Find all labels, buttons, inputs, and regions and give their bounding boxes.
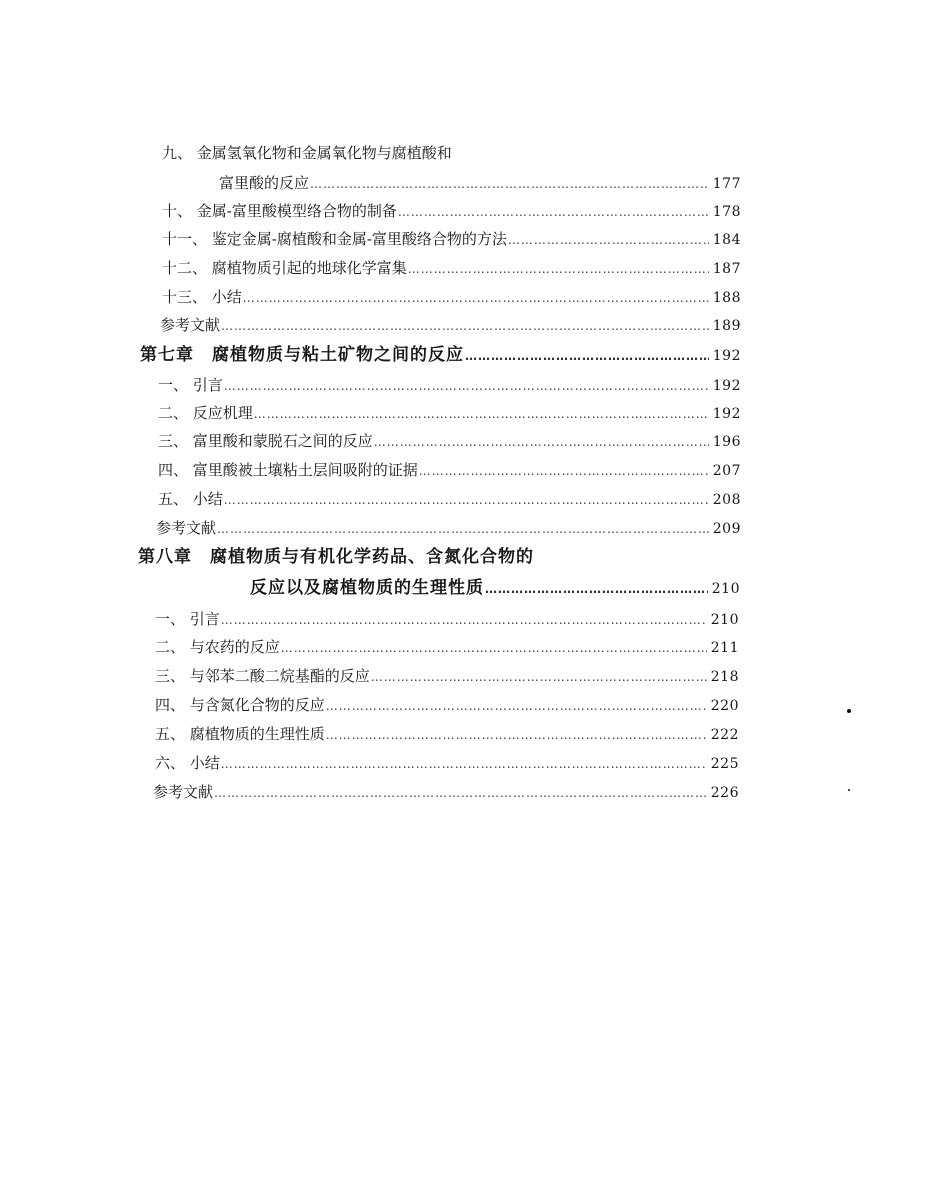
toc-entry-ch6-9-line1 <box>162 143 452 163</box>
toc-entry-ch8-5 <box>155 724 739 746</box>
toc-page-number: 225 <box>710 756 739 772</box>
dot-leader <box>224 490 709 510</box>
toc-entry-ch6-11 <box>162 229 741 251</box>
dot-leader <box>214 783 707 803</box>
toc-page-number: 207 <box>712 463 741 479</box>
toc-entry-ch6-9 <box>219 173 741 195</box>
toc-page-number: 192 <box>712 378 741 394</box>
dot-leader <box>224 376 709 396</box>
toc-page-number: 209 <box>712 521 741 537</box>
toc-entry-label: 十一、 鉴定金属-腐植酸和金属-富里酸络合物的方法 <box>162 230 507 248</box>
toc-entry-ch6-12 <box>162 258 741 280</box>
toc-entry-ch6-10 <box>162 201 741 223</box>
scan-speck <box>848 789 850 791</box>
dot-leader <box>310 174 709 194</box>
toc-entry-ch8-4 <box>155 695 739 717</box>
toc-page-number: 210 <box>711 581 740 597</box>
toc-entry-label: 参考文献 <box>153 783 214 801</box>
toc-entry-label: 五、 小结 <box>158 490 223 508</box>
scan-speck <box>847 709 851 713</box>
toc-entry-label: 十、 金属-富里酸模型络合物的制备 <box>162 202 397 220</box>
toc-page-number: 184 <box>712 232 741 248</box>
toc-page-number: 177 <box>712 176 741 192</box>
toc-entry-label: 二、 反应机理 <box>158 404 253 422</box>
toc-entry-label: 十三、 小结 <box>162 288 242 306</box>
dot-leader <box>508 230 709 250</box>
toc-entry-ch8-2 <box>155 637 739 659</box>
toc-entry-label: 十二、 腐植物质引起的地球化学富集 <box>162 259 407 277</box>
toc-page-number: 187 <box>712 261 741 277</box>
toc-page-number: 178 <box>712 204 741 220</box>
toc-entry-ch8-3 <box>155 666 739 688</box>
dot-leader <box>374 432 709 452</box>
toc-entry-ch7-4 <box>158 460 741 482</box>
dot-leader <box>254 404 709 424</box>
toc-entry-ch7-5 <box>158 489 741 511</box>
toc-page-number: 192 <box>712 348 741 364</box>
dot-leader <box>485 579 708 599</box>
dot-leader <box>281 638 707 658</box>
toc-entry-label: 四、 与含氮化合物的反应 <box>155 696 325 714</box>
toc-entry-label: 三、 富里酸和蒙脱石之间的反应 <box>158 432 373 450</box>
toc-entry-ch6-13 <box>162 287 741 309</box>
dot-leader <box>221 610 707 630</box>
toc-entry-ch7-3 <box>158 431 741 453</box>
dot-leader <box>398 202 709 222</box>
chapter-title-cont: 反应以及腐植物质的生理性质 <box>250 578 484 598</box>
dot-leader <box>408 259 709 279</box>
toc-page-number: 218 <box>710 669 739 685</box>
dot-leader <box>217 519 709 539</box>
chapter-8-heading-line1 <box>138 547 534 567</box>
toc-entry-ch8-6 <box>155 753 739 775</box>
toc-entry-label: 四、 富里酸被土壤粘土层间吸附的证据 <box>158 461 418 479</box>
toc-page-number: 222 <box>710 727 739 743</box>
toc-entry-label: 参考文献 <box>156 519 217 537</box>
toc-entry-ch8-references <box>153 782 739 804</box>
toc-entry-label: 二、 与农药的反应 <box>155 638 280 656</box>
toc-entry-ch7-references <box>156 518 741 540</box>
dot-leader <box>221 316 709 336</box>
toc-entry-label: 三、 与邻苯二酸二烷基酯的反应 <box>155 667 370 685</box>
toc-page-number: 208 <box>712 492 741 508</box>
toc-page-number: 188 <box>712 290 741 306</box>
toc-entry-label: 参考文献 <box>160 316 221 334</box>
dot-leader <box>371 667 707 687</box>
chapter-7-heading <box>140 345 741 367</box>
chapter-title: 第八章 腐植物质与有机化学药品、含氮化合物的 <box>138 547 534 567</box>
dot-leader <box>419 461 709 481</box>
toc-entry-label: 一、 引言 <box>158 376 223 394</box>
dot-leader <box>326 696 707 716</box>
toc-entry-label: 六、 小结 <box>155 754 220 772</box>
chapter-title: 第七章 腐植物质与粘土矿物之间的反应 <box>140 345 464 365</box>
toc-entry-label: 九、 金属氢氧化物和金属氧化物与腐植酸和 <box>162 144 452 162</box>
toc-entry-label: 富里酸的反应 <box>219 174 310 192</box>
toc-entry-ch7-2 <box>158 403 741 425</box>
dot-leader <box>326 725 707 745</box>
chapter-8-heading <box>250 578 740 600</box>
toc-page-number: 220 <box>710 698 739 714</box>
toc-entry-label: 五、 腐植物质的生理性质 <box>155 725 325 743</box>
dot-leader <box>221 754 707 774</box>
toc-entry-ch8-1 <box>155 609 739 631</box>
toc-page-number: 226 <box>710 785 739 801</box>
toc-page-number: 189 <box>712 318 741 334</box>
toc-page-number: 210 <box>710 612 739 628</box>
toc-page-number: 192 <box>712 406 741 422</box>
dot-leader <box>243 288 709 308</box>
toc-page-number: 211 <box>710 640 739 656</box>
toc-entry-ch6-references <box>160 315 741 337</box>
toc-entry-ch7-1 <box>158 375 741 397</box>
toc-page-number: 196 <box>712 434 741 450</box>
dot-leader <box>465 346 709 366</box>
toc-entry-label: 一、 引言 <box>155 610 220 628</box>
